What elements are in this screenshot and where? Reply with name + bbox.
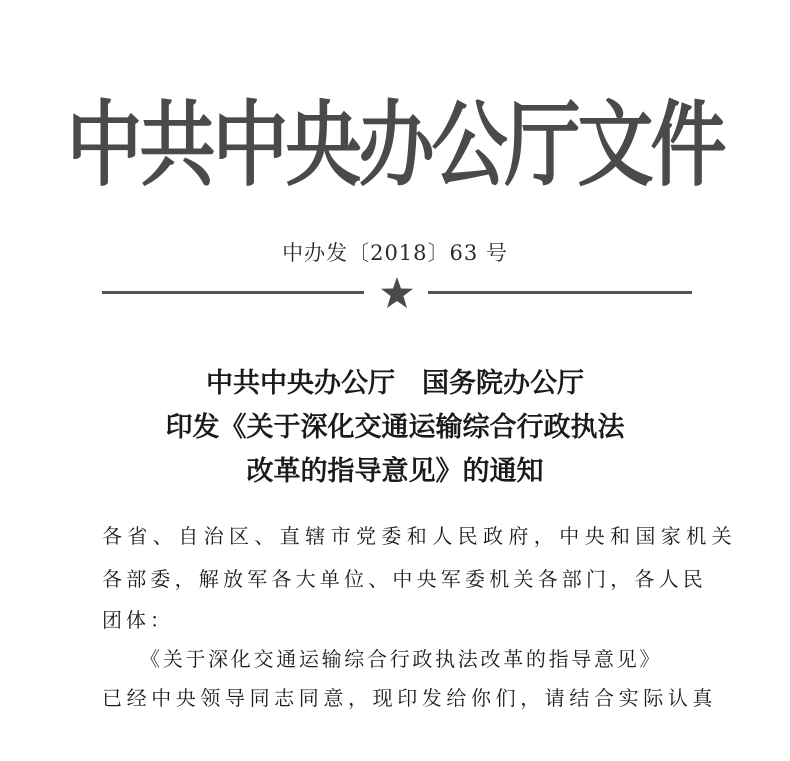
body-text-line: 已经中央领导同志同意，现印发给你们，请结合实际认真	[102, 686, 717, 710]
star-icon	[380, 276, 414, 310]
document-number: 中办发〔2018〕63 号	[282, 241, 508, 265]
separator-rule-left	[102, 291, 364, 294]
document-masthead: 中共中央办公厅文件	[66, 90, 724, 200]
body-text-line: 团体：	[102, 608, 174, 632]
separator-rule-right	[428, 291, 692, 294]
notice-title-line-1: 中共中央办公厅 国务院办公厅	[206, 368, 584, 399]
body-text-line: 《关于深化交通运输综合行政执法改革的指导意见》	[140, 647, 663, 671]
separator-line	[102, 278, 692, 308]
body-text-line: 各省、自治区、直辖市党委和人民政府，中央和国家机关	[102, 524, 737, 548]
body-text-line: 各部委，解放军各大单位、中央军委机关各部门，各人民	[102, 567, 707, 591]
notice-title-line-3: 改革的指导意见》的通知	[246, 456, 544, 487]
notice-title-line-2: 印发《关于深化交通运输综合行政执法	[165, 412, 625, 443]
